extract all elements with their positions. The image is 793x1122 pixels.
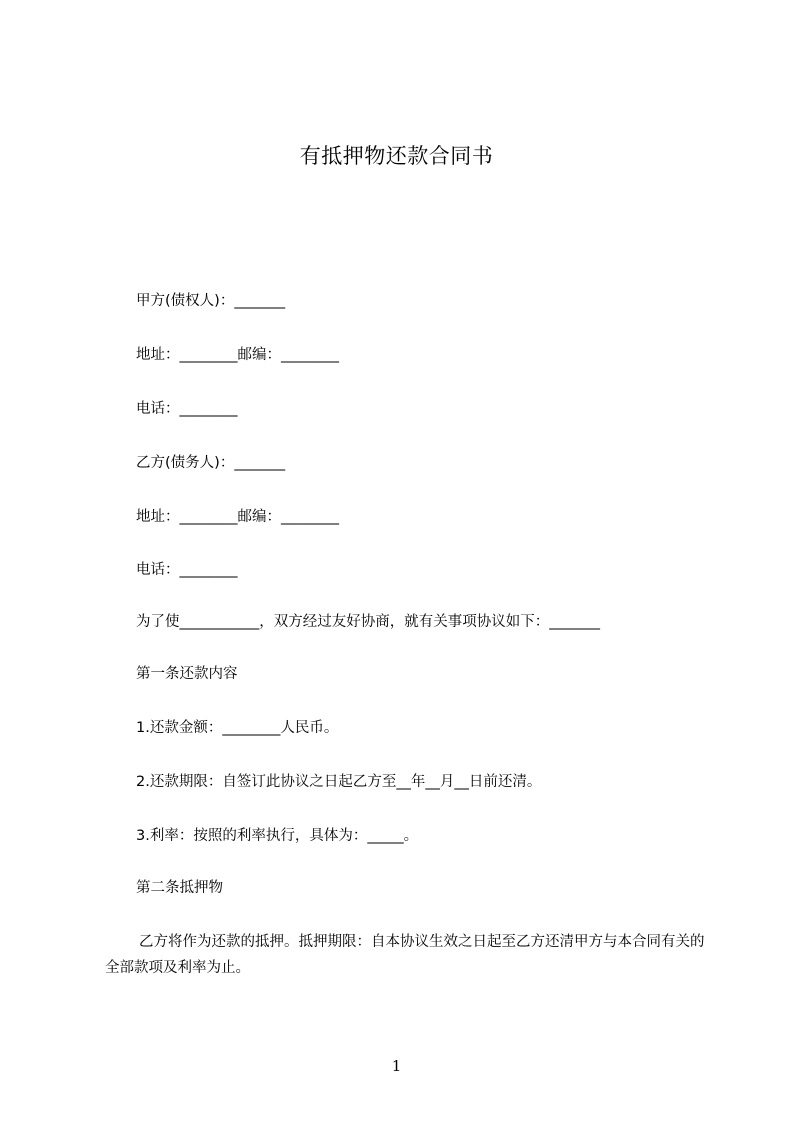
party-a-phone-line: 电话：________ bbox=[136, 401, 238, 417]
party-a-address-line: 地址：________邮编：________ bbox=[136, 347, 339, 363]
article-2-body: 乙方将作为还款的抵押。抵押期限：自本协议生效之日起至乙方还清甲方与本合同有关的全部款项及利率为止。 bbox=[105, 934, 705, 976]
party-a-name-line: 甲方(债权人)：_______ bbox=[136, 293, 286, 309]
preamble-line: 为了使___________，双方经过友好协商，就有关事项协议如下：_______ bbox=[136, 614, 600, 630]
article-1-item-2: 2.还款期限：自签订此协议之日起乙方至__年__月__日前还清。 bbox=[136, 774, 542, 790]
party-b-address-line: 地址：________邮编：________ bbox=[136, 509, 339, 525]
article-1-heading: 第一条还款内容 bbox=[136, 666, 238, 682]
party-b-name-line: 乙方(债务人)：_______ bbox=[136, 455, 286, 471]
article-2-heading: 第二条抵押物 bbox=[136, 880, 223, 896]
page-number: 1 bbox=[391, 1057, 402, 1075]
document-title: 有抵押物还款合同书 bbox=[299, 144, 494, 168]
article-1-item-1: 1.还款金额：________人民币。 bbox=[136, 720, 339, 736]
article-1-item-3: 3.利率：按照的利率执行，具体为：_____。 bbox=[136, 828, 419, 844]
party-b-phone-line: 电话：________ bbox=[136, 562, 238, 578]
